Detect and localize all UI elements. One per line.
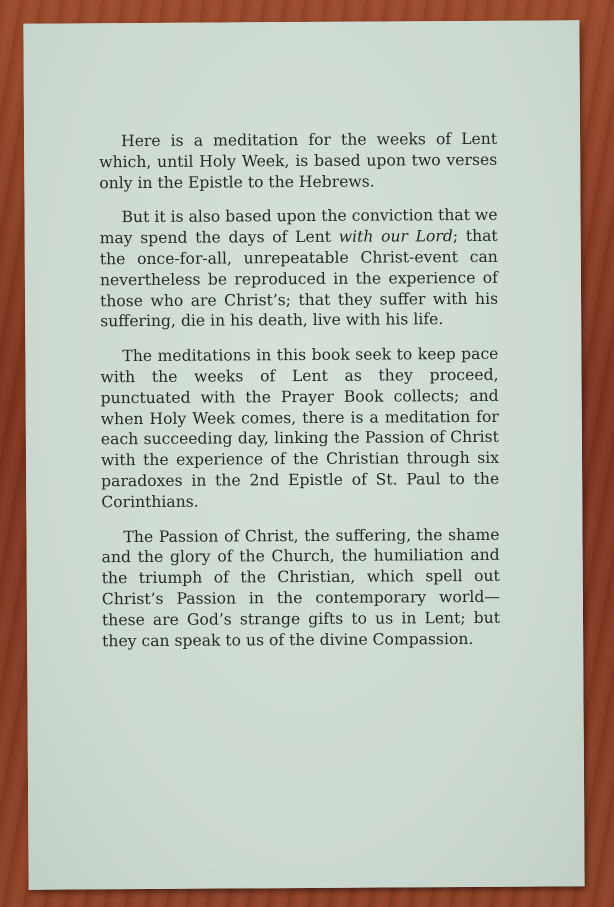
blurb-paragraph-1: Here is a meditation for the weeks of Lent which, until Holy Week, is based upon two verses only in the Epistle to the Hebrews. <box>99 129 498 192</box>
book-back-cover <box>23 20 584 889</box>
blurb-paragraph-3: The meditations in this book seek to keep pace with the weeks of Lent as they proceed, punctuated with the Prayer Book collects; and when Holy Week comes, there is a meditation for each succeeding day, linking the Passion of Christ with the experience of the Christian through six paradoxes in the 2nd Epistle of St. Paul to the Corinthians. <box>100 344 500 511</box>
blurb-italic-phrase: with our Lord <box>338 227 453 246</box>
cover-blurb <box>99 129 500 652</box>
blurb-paragraph-4: The Passion of Christ, the suffering, the shame and the glory of the Church, the humiliation and the triumph of the Christian, which spell out Christ’s Passion in the contemporary world—these are God’s strange gifts to us in Lent; but they can speak to us of the divine Compassion. <box>101 525 501 650</box>
blurb-paragraph-2 <box>99 205 498 332</box>
blurb-paragraph-2-start: But it is also based upon the conviction that we may spend the days of Lent <box>99 206 498 248</box>
blurb-paragraph-2-end: ; that the once-for-all, unrepeatable Christ-event can nevertheless be reproduced in the experience of those who are Christ’s; that they suffer with his suffering, die in his death, live with his life. <box>99 227 499 331</box>
